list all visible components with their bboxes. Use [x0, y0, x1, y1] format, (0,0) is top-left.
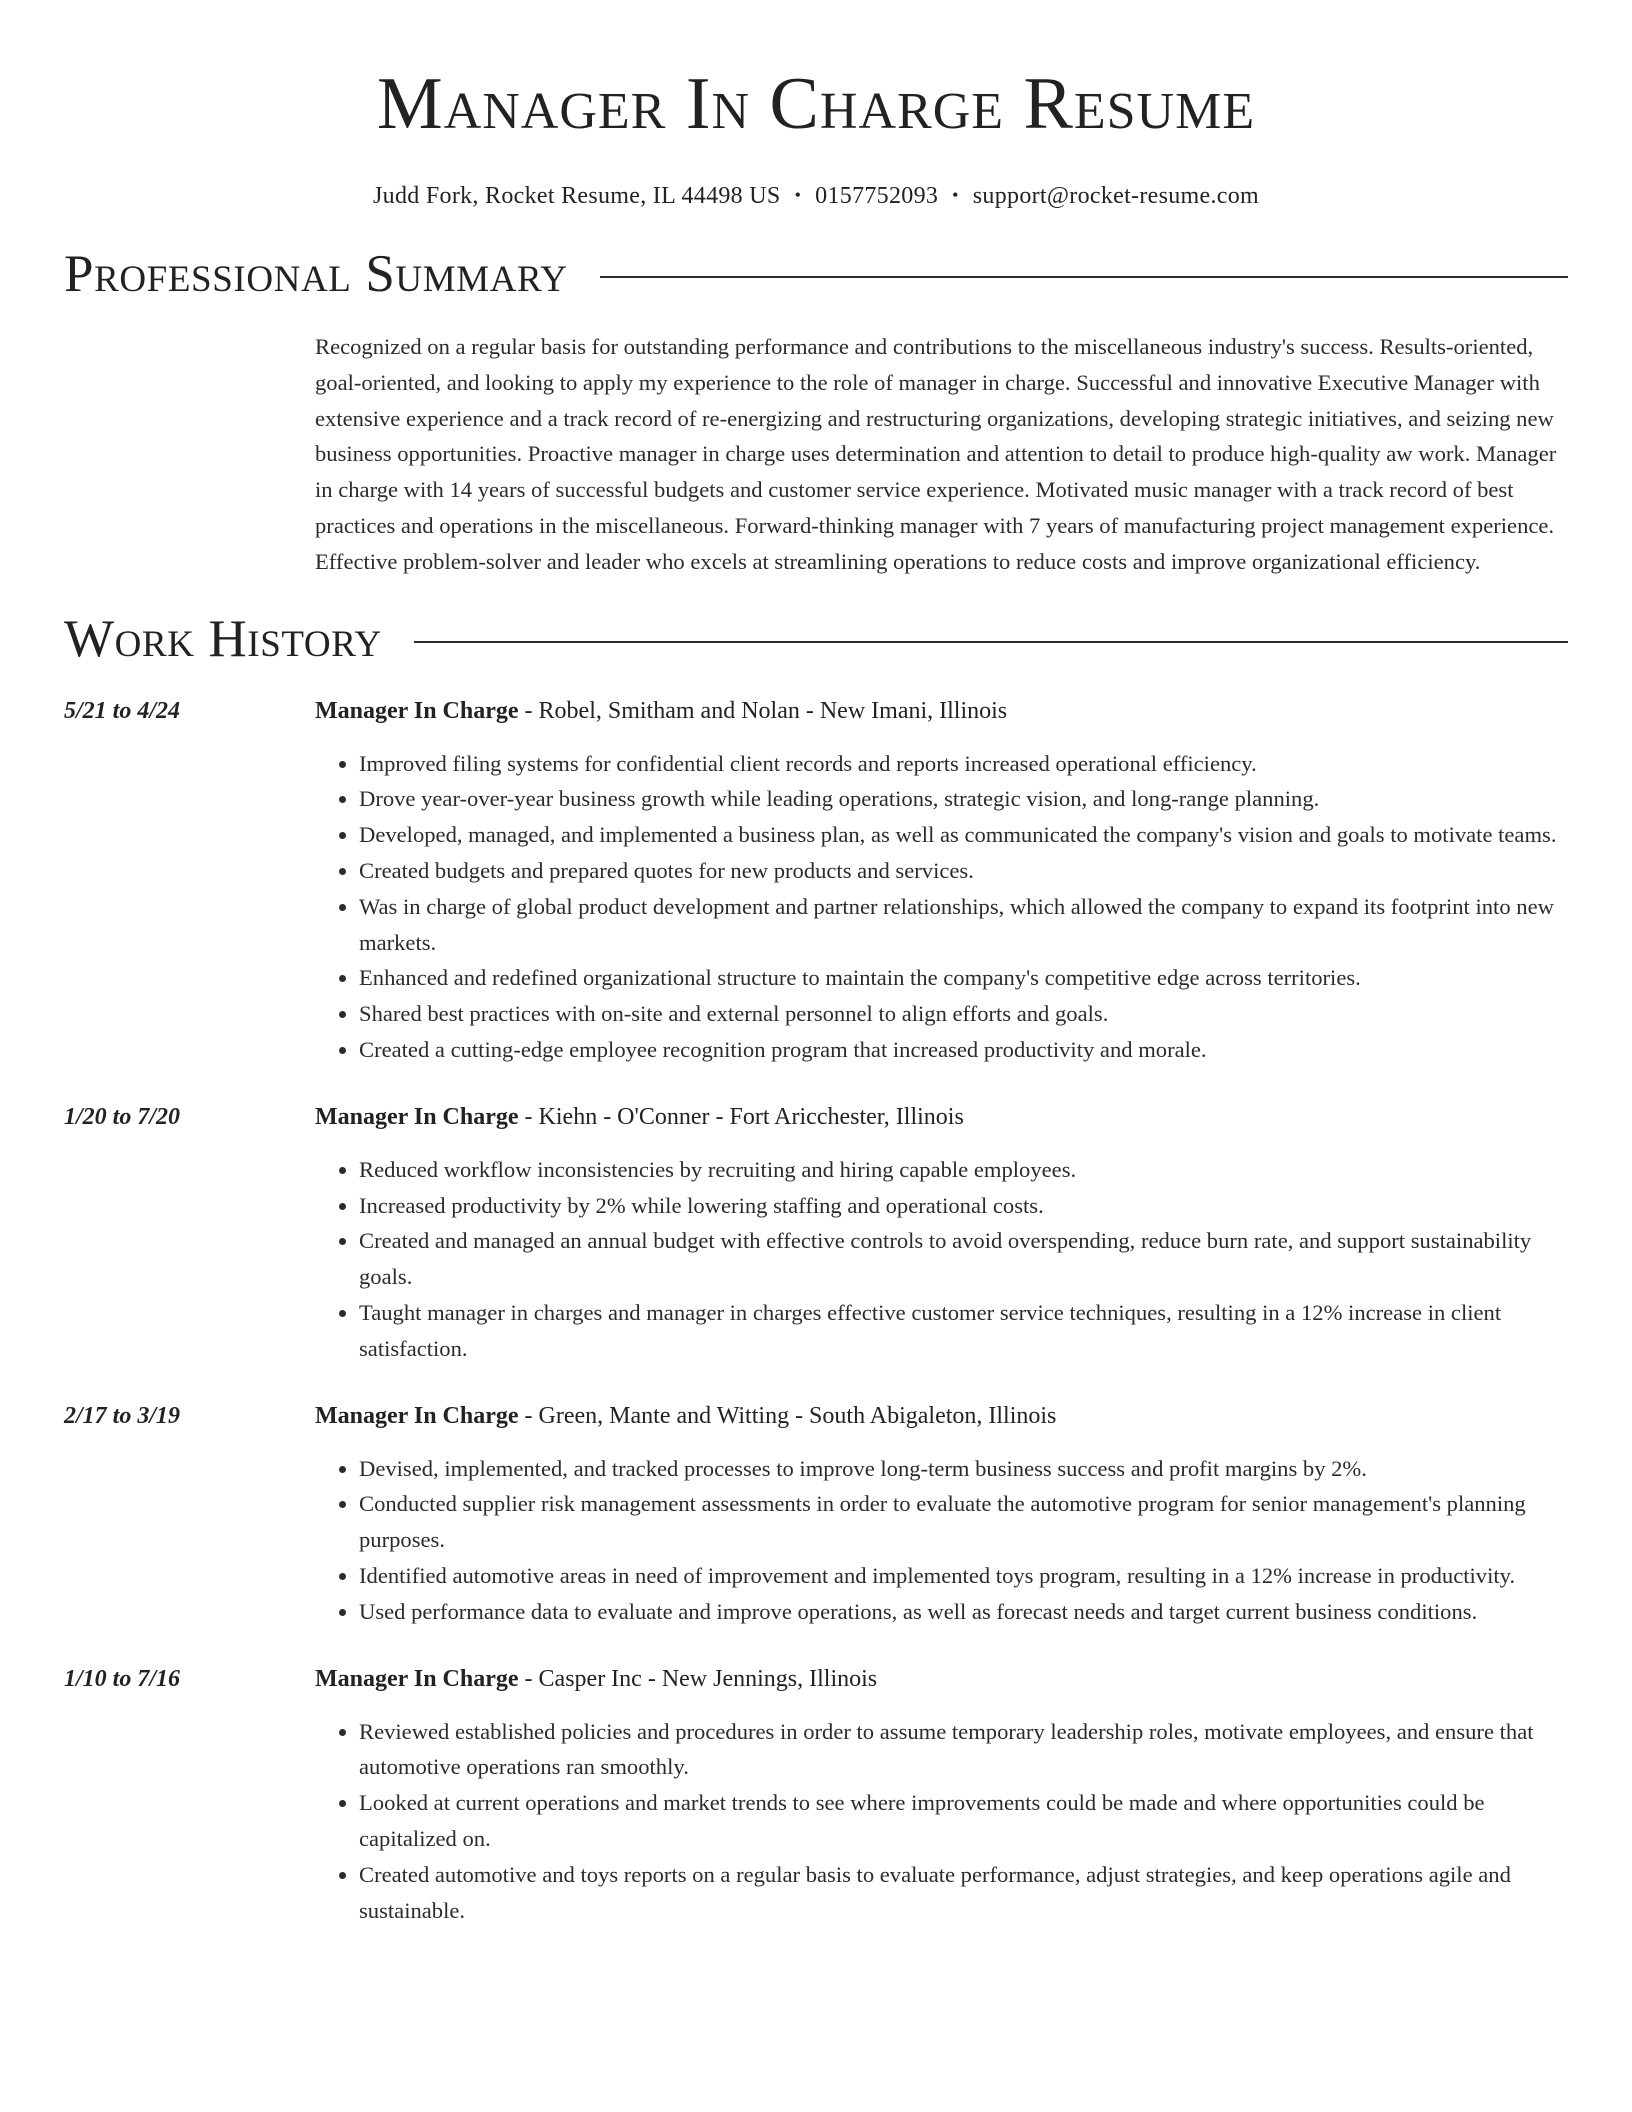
job-bullet: • Reduced workflow inconsistencies by recruiting and hiring capable employees.: [359, 1152, 1568, 1188]
job-bullet: • Created and managed an annual budget with effective controls to avoid overspending, reduce burn rate, and support sustainability goals.: [359, 1223, 1568, 1295]
job-title: Manager In Charge: [315, 697, 519, 724]
job-bullet: • Drove year-over-year business growth while leading operations, strategic vision, and long-range planning.: [359, 781, 1568, 817]
job-bullet: • Developed, managed, and implemented a business plan, as well as communicated the company's vision and goals to motivate teams.: [359, 817, 1568, 853]
job-bullet-list: [315, 1714, 1568, 1929]
job-heading: [315, 1662, 1568, 1696]
job-heading: [315, 1100, 1568, 1134]
job-entry: [64, 1662, 1568, 1929]
job-title: Manager In Charge: [315, 1103, 519, 1130]
contact-address: Judd Fork, Rocket Resume, IL 44498 US: [373, 183, 781, 209]
job-body: [315, 1662, 1568, 1929]
job-bullet: • Conducted supplier risk management assessments in order to evaluate the automotive program for senior management's planning purposes.: [359, 1486, 1568, 1558]
job-bullet: • Used performance data to evaluate and improve operations, as well as forecast needs and target current business conditions.: [359, 1594, 1568, 1630]
section-divider: [414, 641, 1568, 643]
job-bullet: • Was in charge of global product development and partner relationships, which allowed the company to expand its footprint into new markets.: [359, 889, 1568, 961]
resume-title: Manager In Charge Resume: [376, 63, 1256, 145]
work-history-list: [64, 694, 1568, 1929]
job-employer-location: - Casper Inc - New Jennings, Illinois: [518, 1665, 878, 1692]
job-dates: 2/17 to 3/19: [64, 1402, 181, 1429]
job-bullet: • Reviewed established policies and procedures in order to assume temporary leadership roles, motivate employees, and ensure that automotive operations ran smoothly.: [359, 1714, 1568, 1786]
job-bullet: • Created a cutting-edge employee recognition program that increased productivity and morale.: [359, 1032, 1568, 1068]
contact-phone: 0157752093: [815, 183, 939, 209]
job-bullet-list: [315, 1152, 1568, 1367]
summary-text: Recognized on a regular basis for outstanding performance and contributions to the miscellaneous industry's success. Results-oriented, goal-oriented, and looking to apply my experience to the role of manager in charge. Successful and innovative Executive Manager with extensive experience and a track record of re-energizing and restructuring organizations, developing strategic initiatives, and seizing new business opportunities. Proactive manager in charge uses determination and attention to detail to produce high-quality aw work. Manager in charge with 14 years of successful budgets and customer service experience. Motivated music manager with a track record of best practices and operations in the miscellaneous. Forward-thinking manager with 7 years of manufacturing project management experience. Effective problem-solver and leader who excels at streamlining operations to reduce costs and improve organizational efficiency.: [315, 334, 1557, 574]
job-bullet: • Taught manager in charges and manager in charges effective customer service techniques, resulting in a 12% increase in client satisfaction.: [359, 1295, 1568, 1367]
job-entry: [64, 1100, 1568, 1367]
job-bullet: • Increased productivity by 2% while lowering staffing and operational costs.: [359, 1188, 1568, 1224]
job-body: [315, 1100, 1568, 1367]
job-heading: [315, 694, 1568, 728]
job-bullet: • Enhanced and redefined organizational structure to maintain the company's competitive edge across territories.: [359, 960, 1568, 996]
job-heading: [315, 1399, 1568, 1433]
job-dates: 1/10 to 7/16: [64, 1665, 181, 1692]
job-bullet-list: [315, 1451, 1568, 1630]
job-bullet-list: [315, 746, 1568, 1068]
section-divider: [600, 276, 1568, 278]
job-bullet: • Looked at current operations and market trends to see where improvements could be made and where opportunities could be capitalized on.: [359, 1785, 1568, 1857]
job-bullet: • Created automotive and toys reports on a regular basis to evaluate performance, adjust strategies, and keep operations agile and sustainable.: [359, 1857, 1568, 1929]
job-entry: [64, 1399, 1568, 1630]
job-dates: 1/20 to 7/20: [64, 1103, 181, 1130]
summary-section-header: [64, 241, 1568, 307]
bullet-separator: •: [952, 185, 959, 205]
contact-email: support@rocket-resume.com: [972, 183, 1259, 209]
job-bullet: • Created budgets and prepared quotes for new products and services.: [359, 853, 1568, 889]
summary-section-title: Professional Summary: [64, 245, 568, 303]
job-title: Manager In Charge: [315, 1665, 519, 1692]
job-dates: 5/21 to 4/24: [64, 697, 181, 724]
work-section-title: Work History: [64, 609, 382, 668]
job-bullet: • Identified automotive areas in need of improvement and implemented toys program, resulting in a 12% increase in productivity.: [359, 1558, 1568, 1594]
job-employer-location: - Kiehn - O'Conner - Fort Aricchester, Illinois: [518, 1103, 964, 1130]
job-body: [315, 694, 1568, 1068]
job-bullet: • Devised, implemented, and tracked processes to improve long-term business success and profit margins by 2%.: [359, 1451, 1568, 1487]
bullet-separator: •: [794, 185, 802, 205]
job-entry: [64, 694, 1568, 1068]
resume-page: [64, 0, 1568, 1928]
work-section-header: [64, 606, 1568, 672]
contact-line: [64, 180, 1568, 211]
job-bullet: • Improved filing systems for confidential client records and reports increased operational efficiency.: [359, 746, 1568, 782]
job-employer-location: - Robel, Smitham and Nolan - New Imani, Illinois: [518, 697, 1008, 724]
job-bullet: • Shared best practices with on-site and external personnel to align efforts and goals.: [359, 996, 1568, 1032]
job-employer-location: - Green, Mante and Witting - South Abigaleton, Illinois: [518, 1402, 1057, 1429]
job-title: Manager In Charge: [315, 1402, 519, 1429]
job-body: [315, 1399, 1568, 1630]
